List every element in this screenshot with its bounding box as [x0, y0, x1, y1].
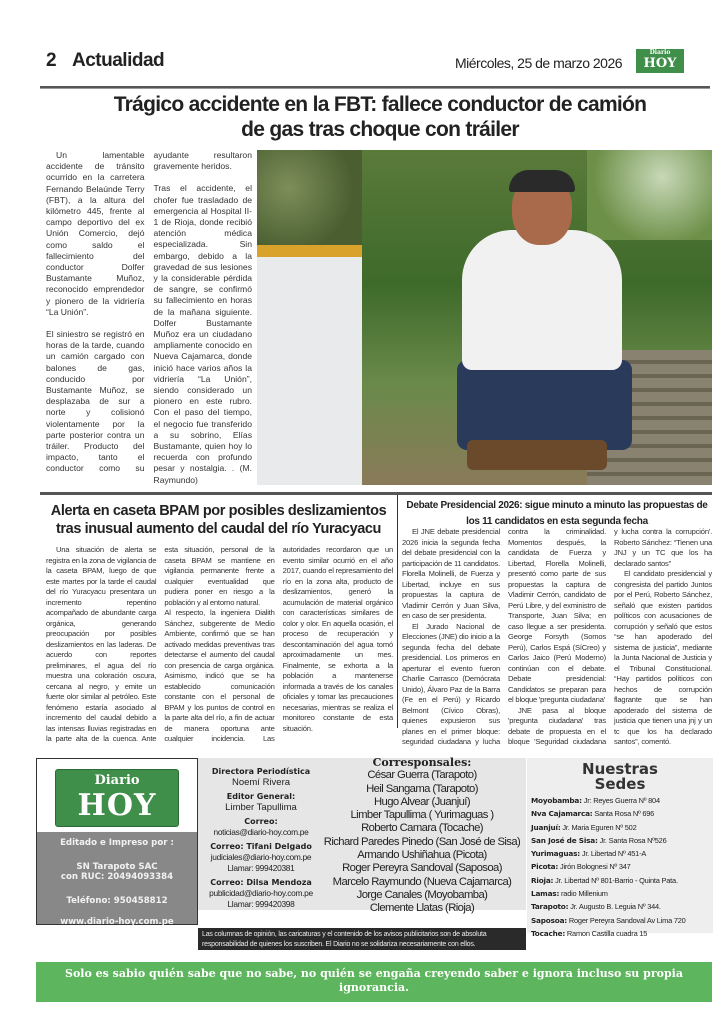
- staff-role: Correo:: [244, 817, 278, 826]
- correspondents-title: Corresponsales:: [372, 756, 472, 769]
- staff-name: Noemí Rivera: [231, 777, 291, 788]
- paragraph: Una situación de alerta se registra en la zona de vigilancia de la caseta BPAM, luego de que este martes por la tarde el caudal del río Yuracyacu presentara un incremento repentino acompañado de abundante carga orgánica, generando preocupación por posibles deslizamientos en las laderas. De acuerdo con reportes preliminares, el agua del río muestra una coloración oscura, cercana al negro, y emite un fuerte olor similar al petróleo. Este fenómeno estaría asociado al incremento del caudal debido a las intensas lluvias registradas en la parte alta de la cuenca. Ante esta situación, personal de la caseta BPAM se mantiene en vigilancia permanente frente a cualquier eventualidad que pudiera poner en riesgo a la población y al entorno natural.: [46, 545, 275, 743]
- office-item: [531, 847, 709, 860]
- offices-title-line: Sedes: [594, 775, 646, 793]
- photo-man-boots: [467, 440, 607, 470]
- lead-headline: [60, 92, 700, 142]
- offices-list: [531, 794, 709, 940]
- website: www.diario-hoy.com.pe: [60, 917, 174, 927]
- office-item: [531, 807, 709, 820]
- masthead-publisher: [36, 758, 198, 925]
- column-divider: [397, 495, 398, 728]
- office-item: [531, 834, 709, 847]
- debate-headline: Debate Presidencial 2026: sigue minuto a minuto las propuestas de los 11 candidatos en esta segunda fecha: [406, 500, 708, 527]
- office-city: Moyobamba:: [531, 796, 582, 805]
- office-city: San José de Sisa:: [531, 835, 598, 845]
- correspondent: Richard Paredes Pinedo (San José de Sisa): [323, 835, 521, 848]
- correspondent: César Guerra (Tarapoto): [367, 769, 477, 782]
- office-city: Nva Cajamarca:: [531, 809, 593, 819]
- paragraph: Un lamentable accidente de tránsito ocurrido en la carretera Fernando Belaúnde Terry (FBT), a la altura del kilómetro 445, frente al campo deportivo del ex Unión Comercio, dejó como saldo el fallecimiento del conductor Dolfer Bustamante Muñoz, reconocido emprendedor y pionero de la vidriería “La Unión”.: [46, 150, 145, 317]
- logo-main-text: HOY: [643, 56, 677, 71]
- office-city: Lamas:: [531, 889, 560, 899]
- masthead-logo: [55, 769, 179, 827]
- correspondent: Jorge Canales (Moyobamba): [356, 888, 488, 901]
- staff-role: Correo: Tifani Delgado: [210, 842, 312, 851]
- correspondent: Limber Tapullima ( Yurimaguas ): [350, 809, 494, 822]
- photo-man-shirt: [462, 230, 622, 370]
- correspondent: Heil Sangama (Tarapoto): [366, 782, 478, 795]
- staff-role: Editor General:: [226, 792, 296, 801]
- publisher-info: [37, 832, 197, 927]
- office-address: Ramon Castilla cuadra 15: [565, 928, 648, 938]
- office-address: Jr. Libertad Nº 801-Barrio - Quinta Pata.: [553, 875, 678, 885]
- lead-headline-line: de gas tras choque con tráiler: [241, 118, 519, 141]
- staff-role: Directora Periodística: [211, 767, 311, 776]
- correspondent: Marcelo Raymundo (Nueva Cajamarca): [332, 875, 512, 888]
- correspondents-list: [320, 769, 524, 915]
- masthead-staff: [198, 756, 526, 915]
- office-address: Roger Pereyra Sandoval Av Lima 720: [567, 915, 686, 925]
- lead-headline-line: Trágico accidente en la FBT: fallece conductor de camión: [113, 93, 647, 116]
- debate-article-body: [402, 527, 712, 748]
- lead-article-body: [46, 150, 252, 486]
- office-item: [531, 821, 709, 834]
- office-city: Rioja:: [531, 875, 554, 885]
- photo-man-cap: [509, 170, 575, 192]
- header-logo: [636, 49, 684, 73]
- office-address: radio Millenium: [559, 889, 608, 899]
- office-city: Picota:: [531, 862, 559, 872]
- office-city: Juanjuí:: [531, 822, 561, 832]
- staff-list: [202, 766, 320, 910]
- footer-quote: Solo es sabio quién sabe que no sabe, no quién se engaña creyendo saber e ignora incluso su propia ignorancia.: [36, 962, 712, 1002]
- header-rule: [40, 86, 710, 89]
- staff-phone: Llamar: 999420381: [227, 863, 295, 873]
- office-city: Tocache:: [531, 928, 566, 938]
- office-address: Jr. Santa Rosa Nº526: [597, 835, 667, 845]
- lead-photo: [257, 150, 712, 485]
- company-name: SN Tarapoto SAC: [76, 862, 158, 872]
- staff-phone: Llamar: 999420398: [227, 899, 295, 909]
- offices: [527, 758, 713, 938]
- office-address: Santa Rosa Nº 696: [592, 809, 655, 819]
- paragraph: El siniestro se registró en horas de la tarde, cuando un camión cargado con balones de gas, conducido por Bustamante Muñoz, se desplazaba de sur a norte y colisionó violentamente por la parte posterior contra un tráiler. Producto del impacto, tanto el conductor como su ayudante resultaron gravemente heridos.: [46, 150, 252, 474]
- office-item: [531, 900, 709, 913]
- office-item: [531, 887, 709, 900]
- office-city: Saposoa:: [531, 915, 568, 925]
- office-item: [531, 927, 709, 940]
- office-address: Jr. Augusto B. Leguia Nº 344.: [568, 902, 661, 912]
- office-address: Jr: Reyes Guerra Nº 804: [581, 796, 660, 805]
- offices-title-line: Nuestras: [582, 760, 658, 778]
- paragraph: El JNE debate presidencial 2026 inicia la segunda fecha del debate presidencial con la participación de 11 candidatos. Florella Molinelli, de Fuerza y Libertad, incluye en sus propuestas la captura de Vladimir Cerrón y Juan Silva, en caso de ser presidenta.: [402, 527, 500, 620]
- staff-name: Limber Tapullima: [225, 802, 297, 813]
- staff-email: judiciales@diario-hoy.com.pe: [210, 852, 312, 862]
- staff-email: noticias@diario-hoy.com.pe: [213, 827, 309, 837]
- photo-trees: [257, 150, 362, 245]
- office-city: Yurimaguas:: [531, 849, 580, 859]
- page-number: 2: [46, 50, 57, 71]
- section-title: Actualidad: [72, 50, 165, 71]
- paragraph: El candidato presidencial y congresista del partido Juntos por el Perú, Roberto Sánchez, señaló que existen partidos políticos con acusaciones de corrupción y señaló que estos “se han apoderado del sistema de justicia”, mediante la Junta Nacional de Justicia y el Tribunal Constitucional. “Hay partidos políticos con hechos de corrupción flagrante que se han apoderado del sistema de justicia que tienen una jnj y un tc que los ha declarado santos”, comentó.: [614, 569, 712, 746]
- bpam-headline: Alerta en caseta BPAM por posibles deslizamientos tras inusual aumento del caudal del río Yuracyacu: [50, 503, 387, 537]
- office-address: Jr. Libertad Nº 451-A: [579, 849, 647, 859]
- office-city: Tarapoto:: [531, 902, 569, 912]
- staff-role: Correo: Dilsa Mendoza: [210, 878, 312, 887]
- paragraph: JNE pasa al bloque 'pregunta ciudadana' tras debate de propuesta en el bloque 'Seguridad ciudadana y lucha contra la corrupción'. Roberto Sánchez: “Tienen una JNJ y un TC que los ha declarado santos”: [508, 527, 712, 746]
- paragraph: Al respecto, la ingeniera Dialith Sánchez, subgerente de Medio Ambiente, confirmó que se han activado medidas preventivas tras detectarse el aumento del caudal con presencia de carga orgánica. Asimismo, indicó que se ha establecido comunicación constante con el personal de BPAM y los puntos de control en la parte alta del río, a fin de actuar de manera oportuna ante cualquier incidencia. Las autoridades recordaron que un evento similar ocurrió en el año 2017, cuando el represamiento del río en la zona alta, producto de deslizamientos, generó la acumulación de material orgánico con características similares de color y olor. En aquella ocasión, el proceso de recuperación y descontaminación del agua tomó aproximadamente un mes. Finalmente, se exhorta a la población a mantenerse informada a través de los canales oficiales y tomar las precauciones necesarias, mientras se realiza el monitoreo constante de esta situación.: [164, 545, 393, 743]
- correspondent: Roger Pereyra Sandoval (Saposoa): [342, 862, 502, 875]
- office-item: [531, 874, 709, 887]
- office-item: [531, 794, 709, 807]
- paragraph: El Jurado Nacional de Elecciones (JNE) dio inicio a la segunda fecha del debate presidencial. Los primeros en aperturar el evento fueron Charlie Carrasco (Demócrata Unido), Álvaro Paz de la Barra (Fe en el Perú) y Ricardo Belmont (Cívico Obras), quienes expusieron sus planes en el primer bloque: seguridad ciudadana y lucha contra la criminalidad. Momentos después, la candidata de Fuerza y Libertad, Florella Molinelli, presentó como parte de sus propuestas la captura de Vladimir Cerrón, candidato de Perú Libre, y del exministro de Transporte, Juan Silva; en caso llegue a ser presidenta. George Forsyth (Somos Perú), Carlos Espá (SíCreo) y Carlos Jaico (Perú Moderno) continúan con el debate. Debate presidencial: Candidatos se preparan para el bloque 'pregunta ciudadana': [402, 527, 606, 746]
- correspondent: Armando Ushiñahua (Picota): [357, 849, 487, 862]
- logo-top-text: Diario: [94, 773, 140, 788]
- logo-top-text: Diario: [649, 49, 671, 56]
- photo-wall-band: [257, 245, 362, 257]
- correspondent: Hugo Alvear (Juanjuí): [373, 795, 471, 808]
- offices-title: [531, 762, 709, 792]
- disclaimer: Las columnas de opinión, las caricaturas y el contenido de los avisos publicitarios son de absoluta responsabilidad de quienes los suscriben. El Diario no se solidariza necesariamente con ellos.: [198, 928, 526, 950]
- office-address: Jr. Maria Eguren Nº 502: [560, 822, 637, 832]
- section-rule: [40, 492, 712, 495]
- office-item: [531, 860, 709, 873]
- office-address: Jirón Bolognesi Nº 347: [558, 862, 631, 872]
- photo-man-pants: [457, 360, 632, 450]
- office-item: [531, 914, 709, 927]
- company-ruc: con RUC: 20494093384: [60, 872, 174, 882]
- correspondents: [320, 756, 524, 916]
- correspondent: Clemente Llatas (Rioja): [369, 902, 475, 915]
- photo-foliage: [587, 150, 712, 240]
- edited-by-label: Editado e Impreso por :: [60, 838, 174, 848]
- paragraph: Tras el accidente, el chofer fue trasladado de emergencia al Hospital II-1 de Rioja, donde recibió atención médica especializada. Sin embargo, debido a la gravedad de sus lesiones y la considerable pérdida de sangre, se confirmó su fallecimiento en horas de la mañana siguiente. Dolfer Bustamante Muñoz era un ciudadano ampliamente conocido en Nueva Cajamarca, donde inició hace varios años la vidriería “La Unión”, siendo considerado un pionero en este rubro. Con el paso del tiempo, el negocio fue transferido a su sobrino, Elías Bustamante, quien hoy lo recuerda con profundo pesar y nostalgia. . (M. Raymundo): [153, 183, 252, 485]
- logo-main-text: HOY: [77, 788, 157, 823]
- issue-date: Miércoles, 25 de marzo 2026: [455, 55, 623, 71]
- correspondent: Roberto Camara (Tocache): [361, 822, 483, 835]
- phone: Teléfono: 950458812: [66, 896, 168, 906]
- staff-email: publicidad@diario-hoy.com.pe: [209, 888, 313, 898]
- bpam-article-body: [46, 545, 393, 745]
- photo-wall: [257, 245, 362, 485]
